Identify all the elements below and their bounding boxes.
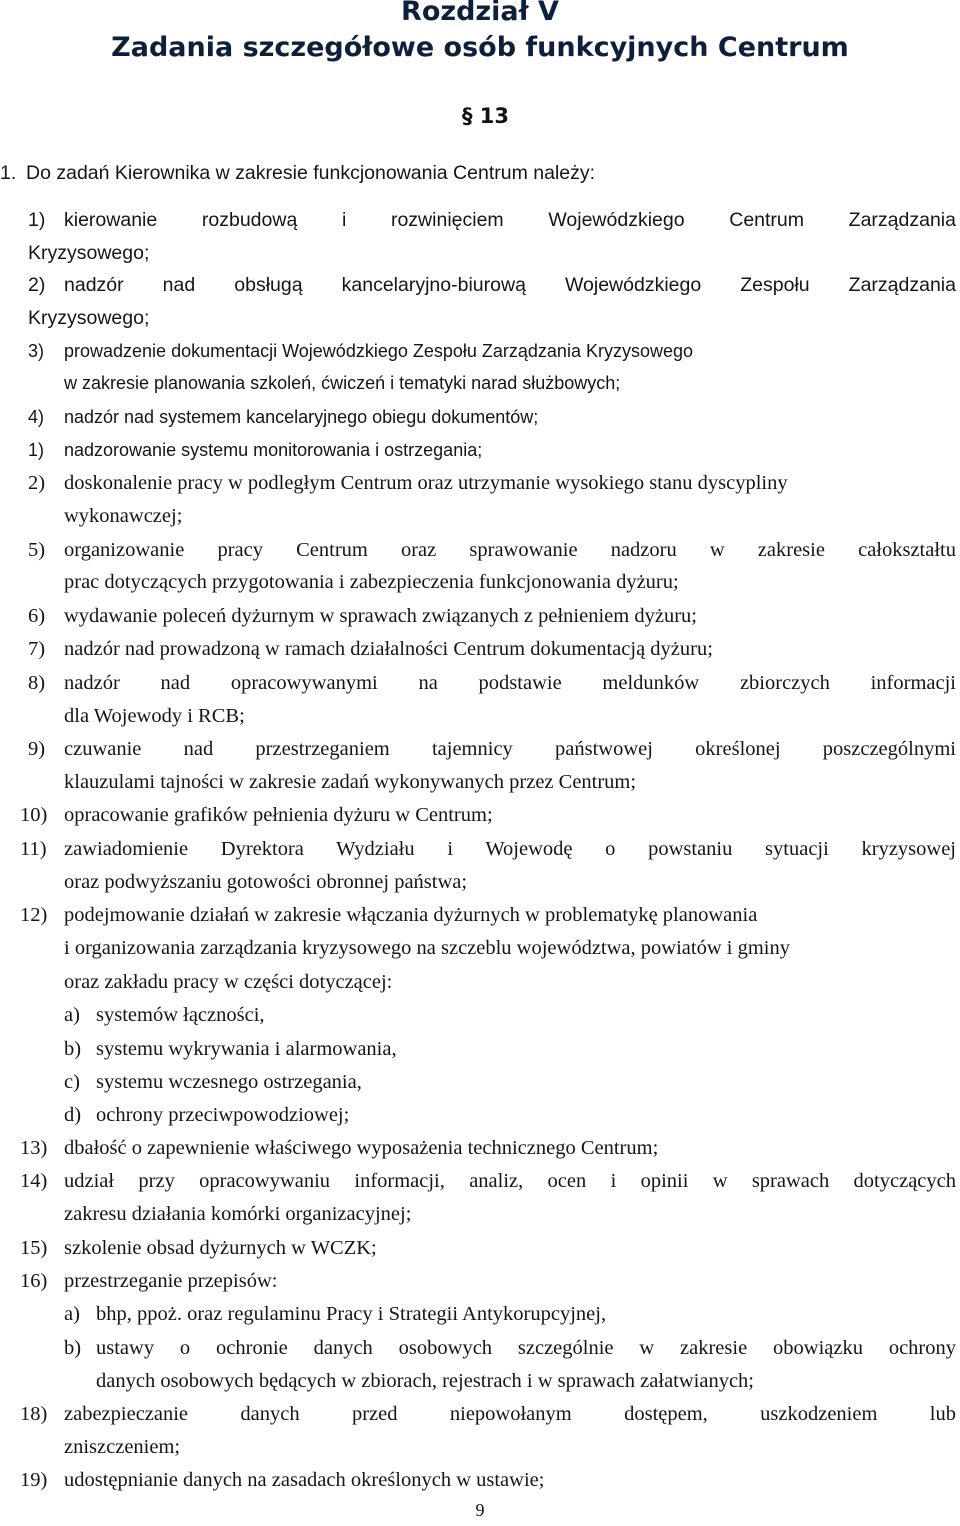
list-item [0, 668, 960, 698]
item-text: nadzór nad systemem kancelaryjnego obiegu dokumentów; [64, 407, 539, 427]
item-number: 3) [28, 341, 45, 361]
list-item-cont [0, 567, 960, 597]
item-text: opracowanie grafików pełnienia dyżuru w Centrum; [64, 804, 493, 826]
item-text: w zakresie planowania szkoleń, ćwiczeń i tematyki narad służbowych; [64, 373, 621, 393]
item-text: udział przy opracowywaniu informacji, analiz, ocen i opinii w sprawach dotyczących [64, 1170, 956, 1192]
sub-item-text: danych osobowych będących w zbiorach, rejestrach i w sprawach załatwianych; [96, 1370, 755, 1392]
sub-item-letter: a) [64, 1004, 80, 1026]
sub-item-cont [0, 1366, 960, 1396]
intro-number: 1. [0, 162, 17, 184]
sub-item-text: systemu wykrywania i alarmowania, [96, 1038, 397, 1060]
list-item [0, 601, 960, 631]
item-text: zakresu działania komórki organizacyjnej; [64, 1203, 412, 1225]
list-item-cont [0, 967, 960, 997]
item-number: 14) [20, 1170, 48, 1192]
list-item [0, 834, 960, 864]
sub-item [0, 1100, 960, 1130]
item-number: 2) [28, 274, 46, 296]
sub-item-text: ochrony przeciwpowodziowej; [96, 1104, 350, 1126]
list-item-cont [0, 303, 960, 333]
list-item-cont [0, 767, 960, 797]
item-number: 13) [20, 1137, 48, 1159]
item-text: Kryzysowego; [28, 242, 150, 264]
item-text: prac dotyczących przygotowania i zabezpieczenia funkcjonowania dyżuru; [64, 571, 679, 593]
item-text: kierowanie rozbudową i rozwinięciem Wojewódzkiego Centrum Zarządzania [64, 209, 956, 231]
item-number: 2) [28, 472, 46, 494]
item-number: 1) [28, 209, 46, 231]
item-text: zawiadomienie Dyrektora Wydziału i Wojewodę o powstaniu sytuacji kryzysowej [64, 838, 956, 860]
sub-item [0, 1333, 960, 1363]
sub-item [0, 1034, 960, 1064]
intro-line [0, 158, 960, 188]
item-text: i organizowania zarządzania kryzysowego na szczeblu województwa, powiatów i gminy [64, 937, 790, 959]
list-item [0, 270, 960, 300]
item-text: zabezpieczanie danych przed niepowołanym dostępem, uszkodzeniem lub [64, 1403, 956, 1425]
list-item-cont [0, 501, 960, 531]
intro-text: Do zadań Kierownika w zakresie funkcjonowania Centrum należy: [26, 162, 596, 184]
list-item [0, 734, 960, 764]
list-item-cont [0, 701, 960, 731]
sub-item-letter: c) [64, 1071, 80, 1093]
item-number: 11) [20, 838, 47, 860]
item-text: klauzulami tajności w zakresie zadań wykonywanych przez Centrum; [64, 771, 637, 793]
item-text: wykonawczej; [64, 505, 183, 527]
item-text: nadzór nad opracowywanymi na podstawie meldunków zbiorczych informacji [64, 672, 956, 694]
list-item [0, 900, 960, 930]
item-number: 5) [28, 539, 46, 561]
item-text: dla Wojewody i RCB; [64, 705, 245, 727]
sub-item [0, 1000, 960, 1030]
item-number: 1) [28, 440, 45, 460]
item-number: 12) [20, 904, 48, 926]
section-mark: § 13 [462, 104, 510, 128]
list-item [0, 402, 960, 432]
item-text: Kryzysowego; [28, 307, 150, 329]
chapter-title: Zadania szczegółowe osób funkcyjnych Centrum [111, 32, 849, 63]
item-text: oraz podwyższaniu gotowości obronnej państwa; [64, 871, 468, 893]
list-item [0, 468, 960, 498]
sub-item-text: ustawy o ochronie danych osobowych szczególnie w zakresie obowiązku ochrony [96, 1337, 956, 1359]
sub-item [0, 1067, 960, 1097]
item-text: oraz zakładu pracy w części dotyczącej: [64, 971, 393, 993]
list-item [0, 336, 960, 366]
list-item [0, 800, 960, 830]
item-text: udostępnianie danych na zasadach określonych w ustawie; [64, 1469, 545, 1491]
item-number: 9) [28, 738, 46, 760]
item-number: 18) [20, 1403, 48, 1425]
chapter-heading: Rozdział V [401, 0, 559, 27]
sub-item-letter: a) [64, 1303, 80, 1325]
list-item [0, 1233, 960, 1263]
item-text: nadzór nad prowadzoną w ramach działalności Centrum dokumentacją dyżuru; [64, 638, 713, 660]
list-item [0, 634, 960, 664]
item-text: nadzorowanie systemu monitorowania i ostrzegania; [64, 440, 483, 460]
list-item [0, 205, 960, 235]
item-text: zniszczeniem; [64, 1436, 181, 1458]
item-text: organizowanie pracy Centrum oraz sprawowanie nadzoru w zakresie całokształtu [64, 539, 956, 561]
list-item [0, 1266, 960, 1296]
list-item-cont [0, 368, 960, 398]
item-number: 6) [28, 605, 46, 627]
list-item [0, 1465, 960, 1495]
item-number: 7) [28, 638, 46, 660]
item-number: 4) [28, 407, 45, 427]
list-item [0, 535, 960, 565]
sub-item-letter: d) [64, 1104, 82, 1126]
item-text: podejmowanie działań w zakresie włączania dyżurnych w problematykę planowania [64, 904, 758, 926]
list-item [0, 1166, 960, 1196]
sub-item [0, 1299, 960, 1329]
list-item-cont [0, 1432, 960, 1462]
sub-item-text: bhp, ppoż. oraz regulaminu Pracy i Strategii Antykorupcyjnej, [96, 1303, 607, 1325]
item-text: szkolenie obsad dyżurnych w WCZK; [64, 1237, 377, 1259]
item-number: 16) [20, 1270, 48, 1292]
list-item [0, 1133, 960, 1163]
item-number: 8) [28, 672, 46, 694]
list-item-cont [0, 867, 960, 897]
page-number: 9 [475, 1500, 485, 1520]
sub-item-letter: b) [64, 1337, 82, 1359]
sub-item-letter: b) [64, 1038, 82, 1060]
sub-item-text: systemów łączności, [96, 1004, 265, 1026]
list-item-cont [0, 933, 960, 963]
item-text: przestrzeganie przepisów: [64, 1270, 278, 1292]
item-text: czuwanie nad przestrzeganiem tajemnicy państwowej określonej poszczególnymi [64, 738, 956, 760]
item-number: 10) [20, 804, 48, 826]
list-item [0, 1399, 960, 1429]
item-text: wydawanie poleceń dyżurnym w sprawach związanych z pełnieniem dyżuru; [64, 605, 697, 627]
item-text: dbałość o zapewnienie właściwego wyposażenia technicznego Centrum; [64, 1137, 659, 1159]
item-text: doskonalenie pracy w podległym Centrum oraz utrzymanie wysokiego stanu dyscypliny [64, 472, 788, 494]
list-item-cont [0, 238, 960, 268]
sub-item-text: systemu wczesnego ostrzegania, [96, 1071, 362, 1093]
item-text: prowadzenie dokumentacji Wojewódzkiego Zespołu Zarządzania Kryzysowego [64, 341, 693, 361]
item-text: nadzór nad obsługą kancelaryjno-biurową Wojewódzkiego Zespołu Zarządzania [64, 274, 956, 296]
item-number: 15) [20, 1237, 48, 1259]
list-item [0, 435, 960, 465]
item-number: 19) [20, 1469, 48, 1491]
list-item-cont [0, 1199, 960, 1229]
